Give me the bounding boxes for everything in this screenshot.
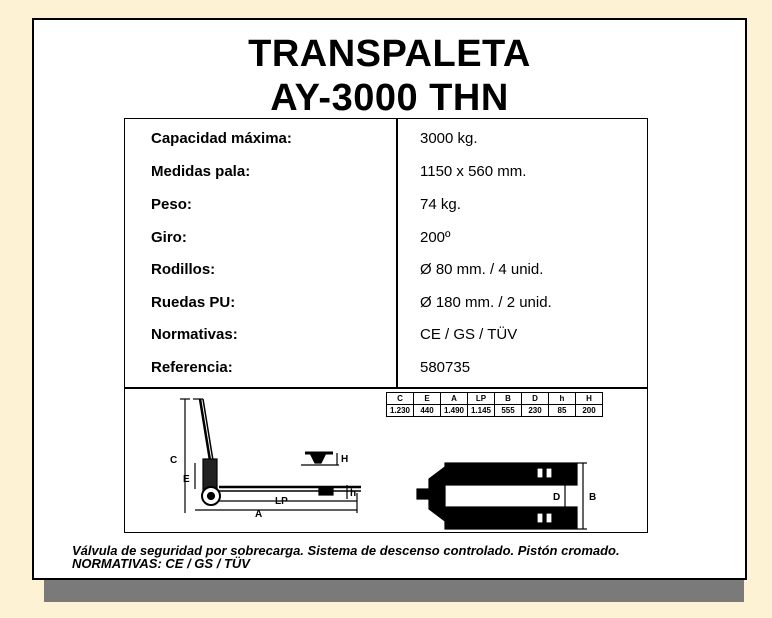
spec-value: Ø 80 mm. / 4 unid. [420, 261, 544, 278]
dim-value: 555 [495, 405, 522, 417]
dim-value: 1.490 [441, 405, 468, 417]
spec-row [125, 294, 647, 326]
spec-label: Peso: [151, 196, 192, 213]
spec-label: Ruedas PU: [151, 294, 236, 311]
dim-header: D [522, 393, 549, 405]
spec-row [125, 163, 647, 195]
top-view-drawing [417, 463, 587, 529]
label-b: B [589, 492, 597, 503]
spec-value: 580735 [420, 359, 471, 376]
product-title-line1: TRANSPALETA [248, 33, 531, 75]
product-title-line2: AY-3000 THN [270, 77, 509, 119]
spec-value: 200º [420, 229, 451, 246]
spec-label: Rodillos: [151, 261, 216, 278]
pallet-truck-drawings [125, 389, 647, 532]
footer-line-1: Válvula de seguridad por sobrecarga. Sistema de descenso controlado. Pistón cromado. [72, 543, 620, 558]
spec-row [125, 261, 647, 293]
label-d: D [553, 492, 561, 503]
spec-row [125, 229, 647, 261]
spec-value: 1150 x 560 mm. [420, 163, 527, 180]
footer-notes [72, 544, 620, 570]
dim-value: 230 [522, 405, 549, 417]
dim-value: 200 [576, 405, 603, 417]
label-c: C [170, 455, 178, 466]
label-a: A [255, 509, 263, 520]
label-h-small: h [350, 488, 357, 499]
product-card [32, 18, 747, 580]
label-h-big: H [341, 454, 349, 465]
spec-value: 3000 kg. [420, 130, 478, 147]
spec-column-divider [396, 119, 398, 387]
dim-header: H [576, 393, 603, 405]
spec-row [125, 130, 647, 162]
label-e: E [183, 474, 190, 485]
spec-label: Giro: [151, 229, 187, 246]
dim-value: 85 [549, 405, 576, 417]
spec-value: 74 kg. [420, 196, 461, 213]
label-lp: LP [275, 496, 288, 507]
dim-header: LP [468, 393, 495, 405]
fork-left [445, 463, 577, 485]
dim-header: C [387, 393, 414, 405]
spec-table [124, 118, 648, 533]
dim-value: 1.230 [387, 405, 414, 417]
spec-value: CE / GS / TÜV [420, 326, 518, 343]
spec-row [125, 326, 647, 358]
spec-value: Ø 180 mm. / 2 unid. [420, 294, 552, 311]
side-view-drawing [180, 399, 361, 513]
dim-header: B [495, 393, 522, 405]
load-roller [319, 488, 333, 495]
spec-row [125, 196, 647, 228]
dim-value: 1.145 [468, 405, 495, 417]
dim-header: A [441, 393, 468, 405]
dim-header: h [549, 393, 576, 405]
pump-top [429, 467, 445, 521]
footer-line-2: NORMATIVAS: CE / GS / TÜV [72, 556, 250, 571]
dim-value: 440 [414, 405, 441, 417]
spec-label: Referencia: [151, 359, 233, 376]
fork-right [445, 507, 577, 529]
dim-header: E [414, 393, 441, 405]
spec-label: Normativas: [151, 326, 238, 343]
spec-label: Medidas pala: [151, 163, 251, 180]
spec-label: Capacidad máxima: [151, 130, 292, 147]
